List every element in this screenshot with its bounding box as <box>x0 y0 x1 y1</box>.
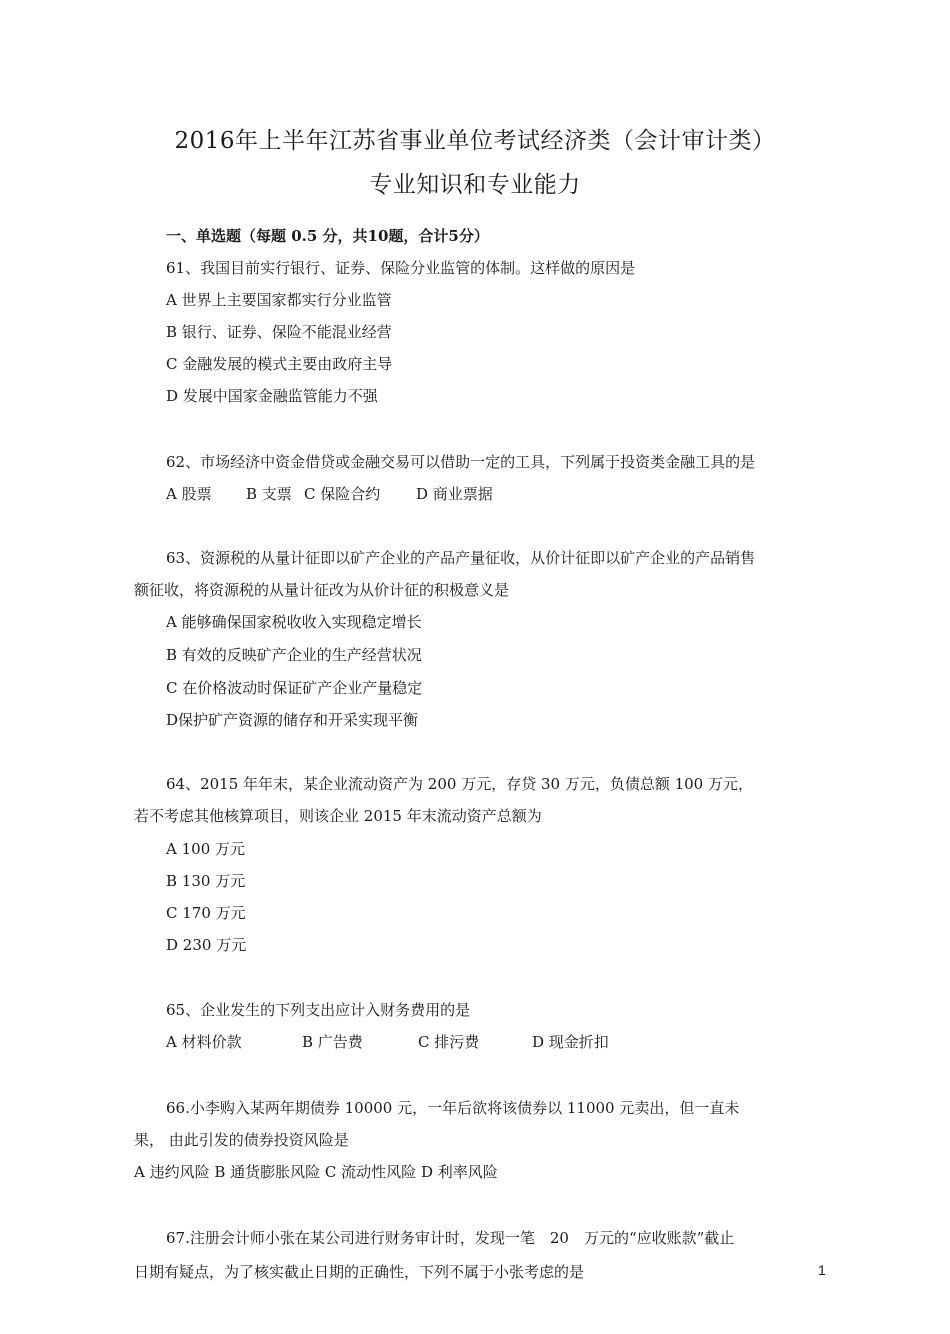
question-61-option-d: D 发展中国家金融监管能力不强 <box>166 387 378 405</box>
question-62-option-a: A 股票 <box>166 485 212 503</box>
question-62-option-b: B 支票 <box>246 485 292 503</box>
question-61-option-c: C 金融发展的模式主要由政府主导 <box>166 355 393 373</box>
question-62-options <box>0 484 950 504</box>
page-number: 1 <box>818 1262 826 1278</box>
document-title-line-2: 专业知识和专业能力 <box>369 172 581 198</box>
question-62-stem: 62、市场经济中资金借贷或金融交易可以借助一定的工具，下列属于投资类金融工具的是 <box>166 453 756 471</box>
question-64-option-c: C 170 万元 <box>166 904 246 922</box>
question-65-option-a: A 材料价款 <box>166 1033 242 1051</box>
question-66-stem-line-2: 果， 由此引发的债券投资风险是 <box>134 1131 349 1149</box>
question-64-option-a: A 100 万元 <box>166 840 245 858</box>
question-64-option-b: B 130 万元 <box>166 872 246 890</box>
question-62-option-d: D 商业票据 <box>416 485 493 503</box>
question-63-option-d: D保护矿产资源的储存和开采实现平衡 <box>166 711 419 729</box>
question-63-option-a: A 能够确保国家税收收入实现稳定增长 <box>166 613 422 631</box>
question-63-stem-line-1: 63、资源税的从量计征即以矿产企业的产品产量征收，从价计征即以矿产企业的产品销售 <box>166 549 756 567</box>
question-64-stem-line-2: 若不考虑其他核算项目，则该企业 2015 年末流动资产总额为 <box>134 807 542 825</box>
question-67-stem-line-1: 67.注册会计师小张在某公司进行财务审计时，发现一笔 20 万元的“应收账款”截止 <box>166 1229 735 1247</box>
question-65-option-d: D 现金折扣 <box>532 1033 609 1051</box>
question-64-stem-line-1: 64、2015 年年末，某企业流动资产为 200 万元，存贷 30 万元，负债总额 100 万元， <box>166 775 753 793</box>
question-63-stem-line-2: 额征收，将资源税的从量计征改为从价计征的积极意义是 <box>134 581 510 599</box>
section-heading: 一、单选题（每题 0.5 分，共10题，合计5分） <box>166 227 489 245</box>
question-62-option-c: C 保险合约 <box>304 485 381 503</box>
question-65-options <box>0 1032 950 1052</box>
question-66-options: A 违约风险 B 通货膨胀风险 C 流动性风险 D 利率风险 <box>134 1163 498 1181</box>
question-64-option-d: D 230 万元 <box>166 936 247 954</box>
question-65-option-b: B 广告费 <box>302 1033 363 1051</box>
document-title-line-1: 2016年上半年江苏省事业单位考试经济类（会计审计类） <box>174 128 776 154</box>
question-65-option-c: C 排污费 <box>418 1033 480 1051</box>
question-61-option-b: B 银行、证券、保险不能混业经营 <box>166 323 392 341</box>
question-66-stem-line-1: 66.小李购入某两年期债券 10000 元，一年后欲将该债券以 11000 元卖出，但一直未 <box>166 1099 740 1117</box>
question-63-option-c: C 在价格波动时保证矿产企业产量稳定 <box>166 679 423 697</box>
question-63-option-b: B 有效的反映矿产企业的生产经营状况 <box>166 646 422 664</box>
question-67-stem-line-2: 日期有疑点，为了核实截止日期的正确性，下列不属于小张考虑的是 <box>134 1263 585 1281</box>
question-61-stem: 61、我国目前实行银行、证券、保险分业监管的体制。这样做的原因是 <box>166 259 636 277</box>
question-61-option-a: A 世界上主要国家都实行分业监管 <box>166 291 392 309</box>
question-65-stem: 65、企业发生的下列支出应计入财务费用的是 <box>166 1001 471 1019</box>
